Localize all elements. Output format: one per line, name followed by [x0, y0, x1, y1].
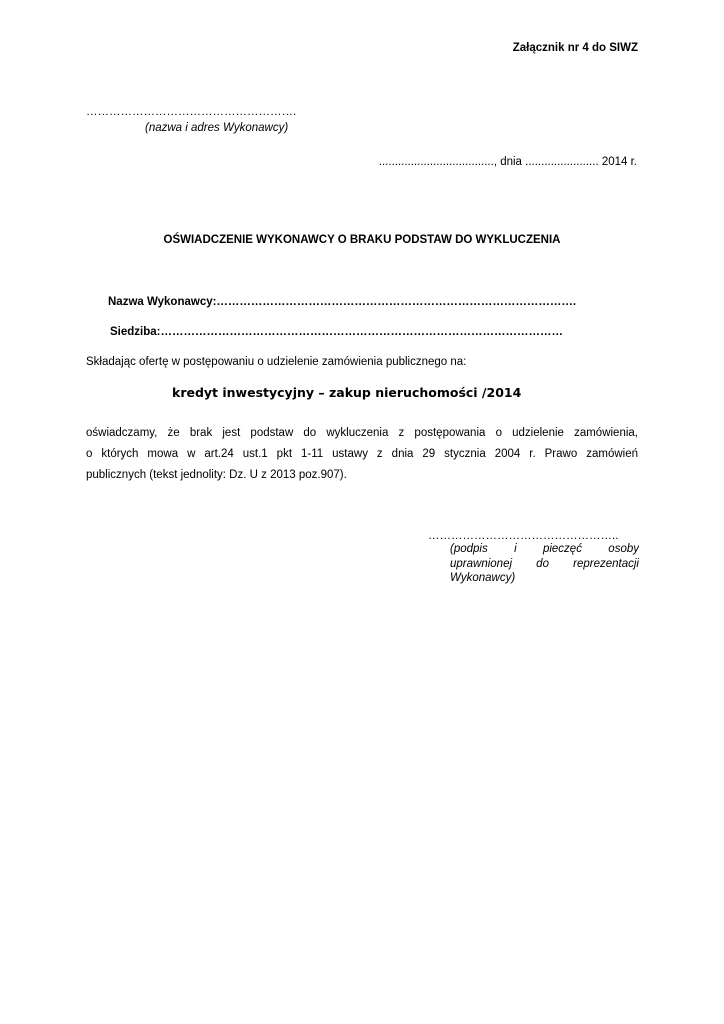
signature-caption-line: Wykonawcy) — [450, 572, 516, 584]
statement-paragraph — [86, 423, 638, 486]
contractor-name-address-caption: (nazwa i adres Wykonawcy) — [145, 122, 289, 134]
contractor-name-address-line: ………………………………………………. — [86, 106, 297, 118]
signature-caption — [450, 542, 639, 586]
contractor-name-field: Nazwa Wykonawcy:…………………………………………………………………………………. — [108, 296, 577, 308]
signature-caption-line: uprawnionej do reprezentacji — [450, 557, 639, 570]
signature-line: ………………………………………….. — [428, 530, 619, 542]
annex-label: Załącznik nr 4 do SIWZ — [512, 42, 638, 54]
intro-sentence: Składając ofertę w postępowaniu o udzielenie zamówienia publicznego na: — [86, 356, 467, 368]
statement-line: publicznych (tekst jednolity: Dz. U z 2013 poz.907). — [86, 469, 347, 481]
place-date-line: ...................................., dnia ....................... 2014 r. — [378, 156, 637, 168]
document-title: OŚWIADCZENIE WYKONAWCY O BRAKU PODSTAW DO WYKLUCZENIA — [163, 234, 561, 246]
tender-subject: kredyt inwestycyjny – zakup nieruchomości /2014 — [172, 385, 522, 400]
statement-line: o których mowa w art.24 ust.1 pkt 1-11 ustawy z dnia 29 stycznia 2004 r. Prawo zamówień — [86, 448, 638, 460]
statement-line: oświadczamy, że brak jest podstaw do wykluczenia z postępowania o udzielenie zamówienia, — [86, 427, 638, 439]
signature-caption-line: (podpis i pieczęć osoby — [450, 543, 639, 555]
contractor-seat-field: Siedziba:…………………………………………………………………………………………… — [110, 326, 563, 338]
